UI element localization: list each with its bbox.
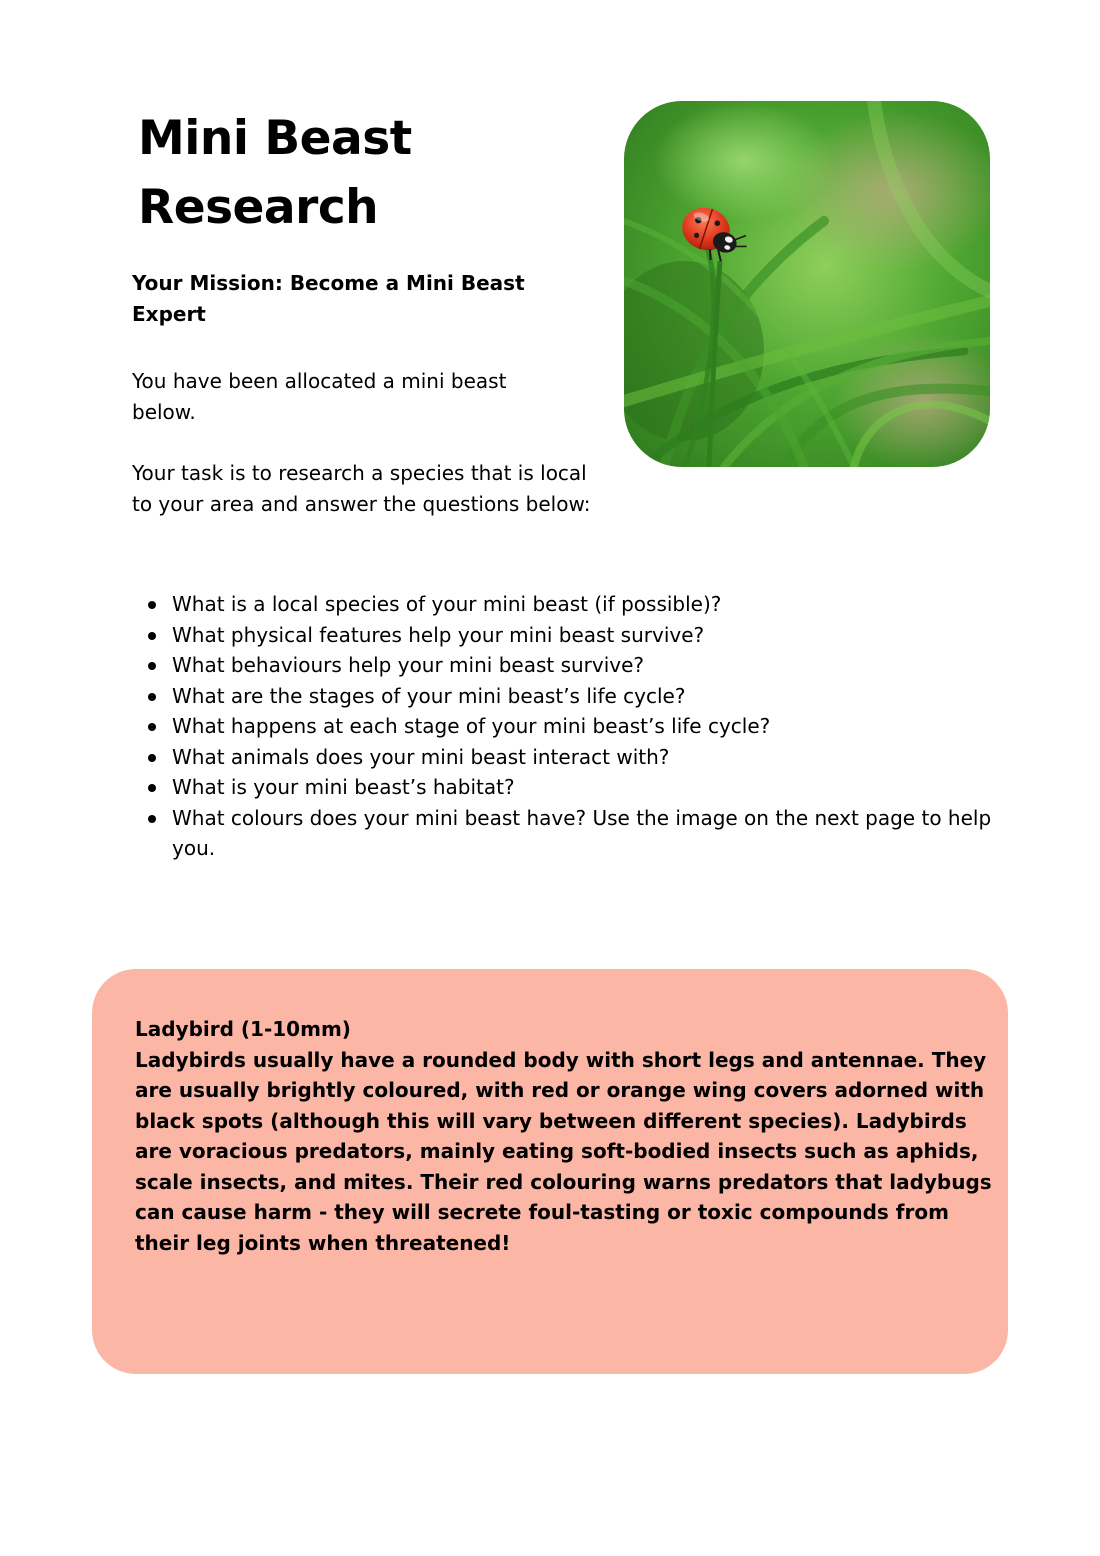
question-item: What are the stages of your mini beast’s life cycle? [172,681,1022,712]
question-item: What colours does your mini beast have? Use the image on the next page to help you. [172,803,1022,864]
info-heading: Ladybird (1-10mm) [135,1017,351,1041]
mission-heading: Your Mission: Become a Mini Beast Expert [132,271,525,326]
question-item: What physical features help your mini beast survive? [172,620,1022,651]
question-item: What animals does your mini beast interact with? [172,742,1022,773]
question-item: What is a local species of your mini beast (if possible)? [172,589,1022,620]
page-title: Mini Beast Research [138,111,412,235]
question-item: What is your mini beast’s habitat? [172,772,1022,803]
ladybird-info-box [92,969,1008,1374]
research-questions-list [132,589,1022,864]
intro-paragraph-task: Your task is to research a species that is local to your area and answer the questions below: [132,461,591,516]
info-body: Ladybirds usually have a rounded body with short legs and antennae. They are usually brightly coloured, with red or orange wing covers adorned with black spots (although this will vary between different species). Ladybirds are voracious predators, mainly eating soft-bodied insects such as aphids, scale insects, and mites. Their red colouring warns predators that ladybugs can cause harm - they will secrete foul-tasting or toxic compounds from their leg joints when threatened! [135,1047,992,1255]
intro-paragraph-allocated: You have been allocated a mini beast below. [132,369,507,424]
question-item: What happens at each stage of your mini beast’s life cycle? [172,711,1022,742]
ladybird-photo [624,101,990,467]
question-item: What behaviours help your mini beast survive? [172,650,1022,681]
ladybird-info-text [135,1014,995,1258]
